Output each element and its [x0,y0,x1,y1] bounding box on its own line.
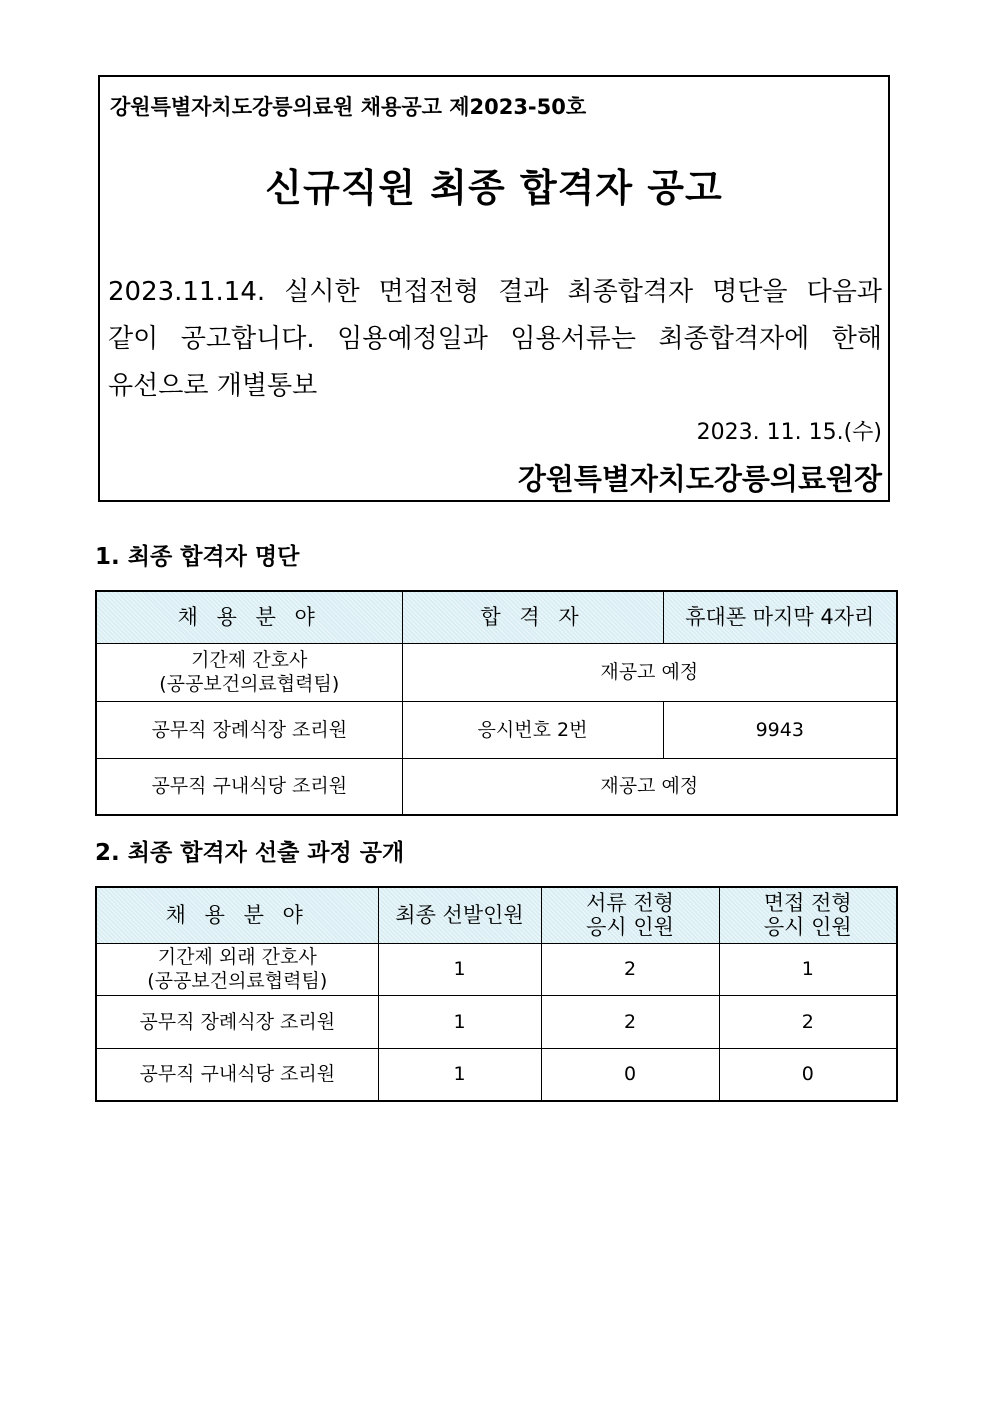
final-count-cell: 1 [378,943,541,995]
table-row [96,995,897,1048]
phone-cell: 9943 [663,701,897,758]
table-row [96,758,897,815]
interview-count-cell: 2 [719,995,897,1048]
final-passers-table [95,590,898,816]
document-count-cell: 2 [541,995,719,1048]
table-row [96,943,897,995]
interview-count-cell: 1 [719,943,897,995]
field-cell: 기간제 외래 간호사 (공공보건의료협력팀) [96,943,378,995]
document-count-cell: 0 [541,1048,719,1101]
header-document-count: 서류 전형 응시 인원 [541,887,719,943]
merged-cell: 재공고 예정 [402,758,897,815]
section1-heading: 1. 최종 합격자 명단 [95,544,300,570]
final-count-cell: 1 [378,1048,541,1101]
field-cell: 기간제 간호사 (공공보건의료협력팀) [96,643,402,701]
section2-heading: 2. 최종 합격자 선출 과정 공개 [95,840,405,866]
merged-cell: 재공고 예정 [402,643,897,701]
header-passer: 합 격 자 [402,591,663,643]
passer-cell: 응시번호 2번 [402,701,663,758]
notice-box [98,75,890,502]
notice-signer: 강원특별자치도강릉의료원장 [517,462,882,496]
field-cell: 공무직 장례식장 조리원 [96,701,402,758]
header-phone: 휴대폰 마지막 4자리 [663,591,897,643]
notice-body-line-3: 유선으로 개별통보 [108,371,318,401]
table-header-row [96,887,897,943]
header-interview-count: 면접 전형 응시 인원 [719,887,897,943]
selection-process-table [95,886,898,1102]
field-cell: 공무직 구내식당 조리원 [96,1048,378,1101]
final-count-cell: 1 [378,995,541,1048]
notice-body-line-1: 2023.11.14. 실시한 면접전형 결과 최종합격자 명단을 다음과 [108,277,882,307]
header-final-count: 최종 선발인원 [378,887,541,943]
document-count-cell: 2 [541,943,719,995]
table-row [96,701,897,758]
notice-date: 2023. 11. 15.(수) [696,420,882,445]
notice-title: 신규직원 최종 합격자 공고 [265,166,723,210]
notice-body-line-2: 같이 공고합니다. 임용예정일과 임용서류는 최종합격자에 한해 [108,324,882,354]
field-cell: 공무직 장례식장 조리원 [96,995,378,1048]
interview-count-cell: 0 [719,1048,897,1101]
notice-number: 강원특별자치도강릉의료원 채용공고 제2023-50호 [110,95,587,119]
notice-body [108,269,882,410]
table-row [96,1048,897,1101]
header-field: 채 용 분 야 [96,591,402,643]
header-field: 채 용 분 야 [96,887,378,943]
field-cell: 공무직 구내식당 조리원 [96,758,402,815]
table-row [96,643,897,701]
table-header-row [96,591,897,643]
